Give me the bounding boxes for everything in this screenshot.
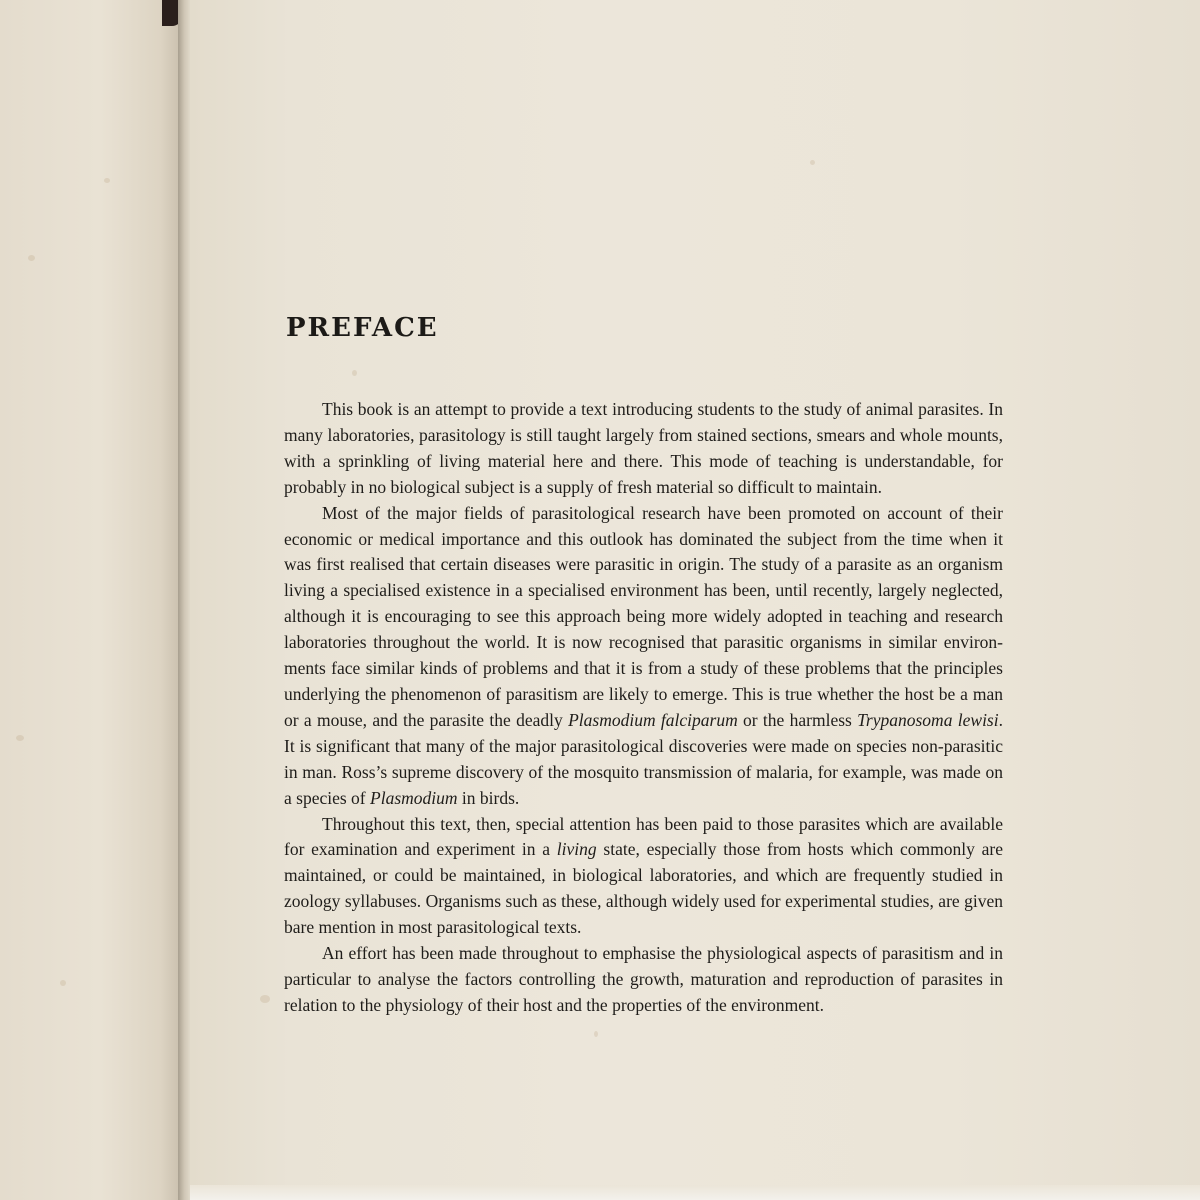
text-run: in birds. [457,787,520,808]
italic-term: Plasmodium falciparum [568,709,738,730]
preface-body [284,397,1003,1019]
italic-term: Plasmodium [370,787,458,808]
foxing-spot [60,980,66,986]
foxing-spot [810,160,815,165]
foxing-spot [352,370,357,376]
text-run: or the harmless [737,709,858,730]
text-run: . It is significant that many of the major parasitological discoveries were made on species non-parasitic in man. Ross’s supreme discovery of the mosquito transmission of malaria, for example, was made on a species of [284,709,1003,808]
page-bottom-edge [190,1185,1200,1200]
left-page [0,0,182,1200]
paragraph [284,501,1003,812]
foxing-spot [260,995,270,1003]
foxing-spot [594,1031,598,1037]
foxing-spot [104,178,110,183]
paragraph [284,941,1003,1019]
italic-term: Trypanosoma lewisi [857,709,999,730]
text-run: An effort has been made throughout to emphasise the physiological aspects of parasitism and in particular to analyse the factors controlling the growth, maturation and reproduction of parasites in relation to the physiology of their host and the properties of the environment. [284,943,1003,1015]
italic-term: living [556,839,597,860]
text-run: This book is an attempt to provide a text introducing students to the study of animal parasites. In many laboratories, parasitology is still taught largely from stained sections, smears and whole mounts, with a sprinkling of living material here and there. This mode of teaching is understandable, for probably in no biological subject is a supply of fresh material so difficult to maintain. [284,399,1003,497]
foxing-spot [16,735,24,741]
text-run: Throughout this text, then, special attention has been paid to those parasites which are available for examination and experiment in a [284,813,1003,860]
text-run: state, especially those from hosts which commonly are maintained, or could be maintained, in biological laboratories, and which are frequently studied in zoology syllabuses. Organisms such as these, although widely used for experimental studies, are given bare mention in most parasitological texts. [284,839,1003,938]
foxing-spot [28,255,35,261]
page-heading: PREFACE [286,313,439,343]
paragraph [284,397,1003,501]
paragraph [284,812,1003,942]
text-run: Most of the major fields of parasitological research have been promoted on account of their economic or medical importance and this outlook has dominated the subject from the time when it was first realised that certain diseases were parasitic in origin. The study of a parasite as an organism living a specialised existence in a specialised environment has been, until recently, largely neglected, although it is encouraging to see this approach being more widely adopted in teaching and research laboratories throughout the world. It is now recognised that parasitic organisms in similar environments face similar kinds of problems and that it is from a study of these problems that the principles underlying the phenomenon of parasitism are likely to emerge. This is true whether the host be a man or a mouse, and the parasite the deadly [284,502,1003,730]
